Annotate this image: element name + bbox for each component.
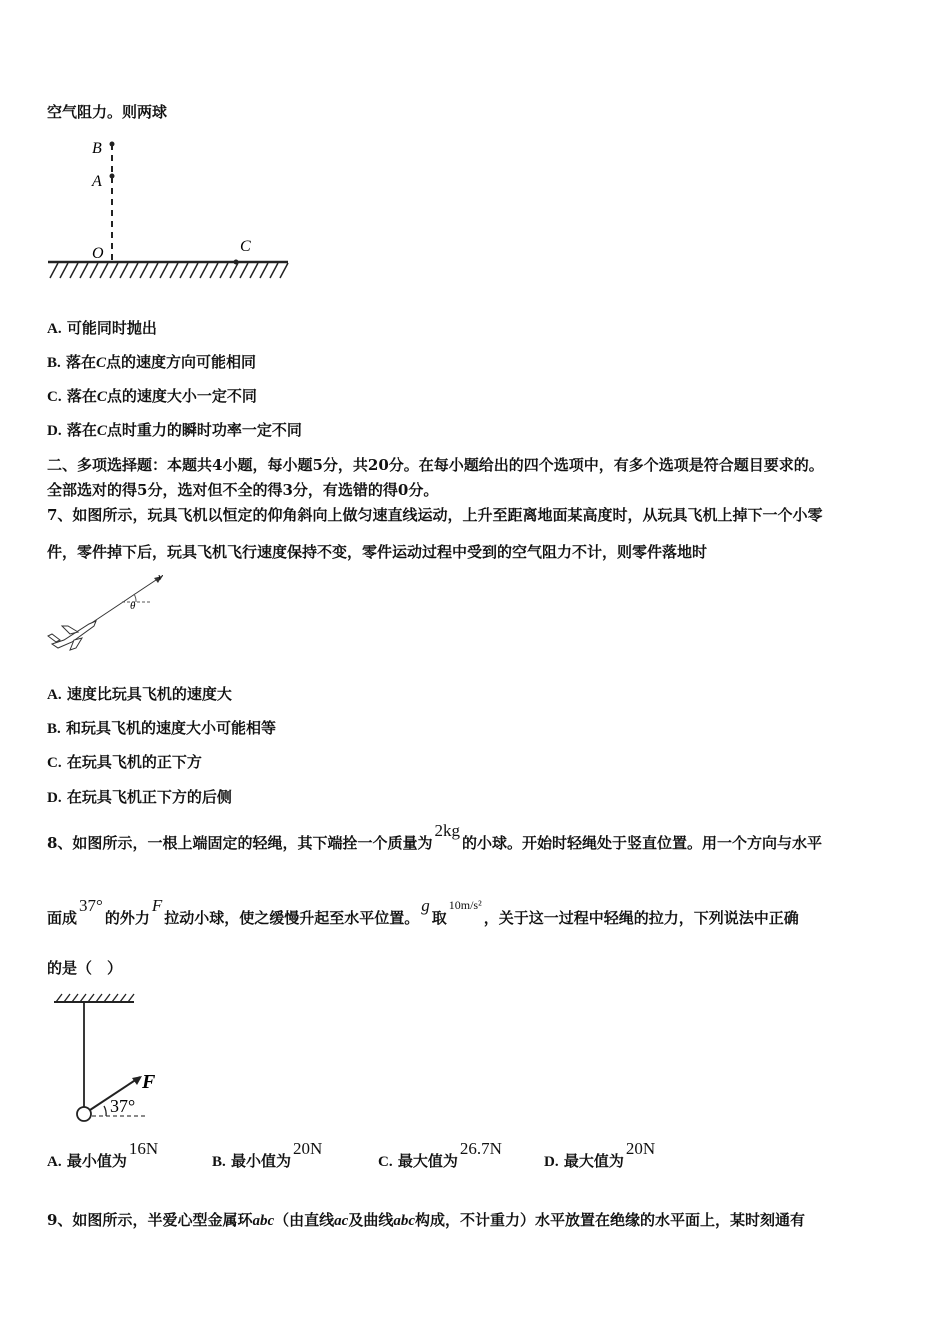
q8-stem-line2: 面成37°的外力F拉动小球，使之缓慢升起至水平位置。g取$^{10m/s^2}$，关于这一过程中轻绳的拉力，下列说法中正确 [47,896,799,927]
point-b [110,142,115,147]
q6-option-d: D. 落在C点时重力的瞬时功率一定不同 [47,421,302,439]
q8-option-a: A. 最小值为16N [47,1139,159,1170]
figure-pendulum-force [48,992,178,1132]
label-c: C [240,238,251,255]
q7-option-b: B. 和玩具飞机的速度大小可能相等 [47,719,277,737]
label-b: B [92,140,102,157]
label-a: A [92,173,102,190]
q7-stem-line1: 7、如图所示，玩具飞机以恒定的仰角斜向上做匀速直线运动，上升至距离地面某高度时，从玩具飞机上掉下一个小零 [47,506,823,524]
q8-option-d: D. 最大值为20N [544,1139,656,1170]
q8-option-c: C. 最大值为26.7N [378,1139,502,1170]
q9-stem-line1: 9、如图所示，半爱心型金属环abc（由直线ac及曲线abc构成，不计重力）水平放置在绝缘的水平面上，某时刻通有 [47,1211,806,1229]
q8-stem-line1: 8、如图所示，一根上端固定的轻绳，其下端拴一个质量为2kg的小球。开始时轻绳处于竖直位置。用一个方向与水平 [47,821,822,852]
ball [77,1107,91,1121]
q7-option-a: A. 速度比玩具飞机的速度大 [47,685,232,703]
figure-toy-airplane [44,570,174,660]
label-force-f: F [142,1071,156,1093]
label-angle: 37° [110,1096,136,1116]
q6-option-c: C. 落在C点的速度大小一定不同 [47,387,257,405]
figure-projectile-points [44,132,294,282]
q7-option-c: C. 在玩具飞机的正下方 [47,753,202,771]
intro-text: 空气阻力。则两球 [47,103,168,121]
airplane-icon [48,621,96,650]
label-v: v [158,571,163,583]
q8-stem-line3: 的是（ ） [47,959,123,977]
q8-options-row [47,1139,657,1171]
q7-stem-line2: 件，零件掉下后，玩具飞机飞行速度保持不变，零件运动过程中受到的空气阻力不计，则零件落地时 [47,543,708,561]
q6-option-a: A. 可能同时抛出 [47,319,157,337]
section2-line2: 全部选对的得5分，选对但不全的得3分，有选错的得0分。 [47,481,439,499]
q6-option-b: B. 落在C点的速度方向可能相同 [47,353,257,371]
section2-line1: 二、多项选择题：本题共4小题，每小题5分，共20分。在每小题给出的四个选项中，有多个选项是符合题目要求的。 [47,456,824,474]
q7-option-d: D. 在玩具飞机正下方的后侧 [47,788,232,806]
label-theta: θ [130,600,136,612]
point-a [110,174,115,179]
label-o: O [92,245,104,262]
q8-option-b: B. 最小值为20N [212,1139,323,1170]
